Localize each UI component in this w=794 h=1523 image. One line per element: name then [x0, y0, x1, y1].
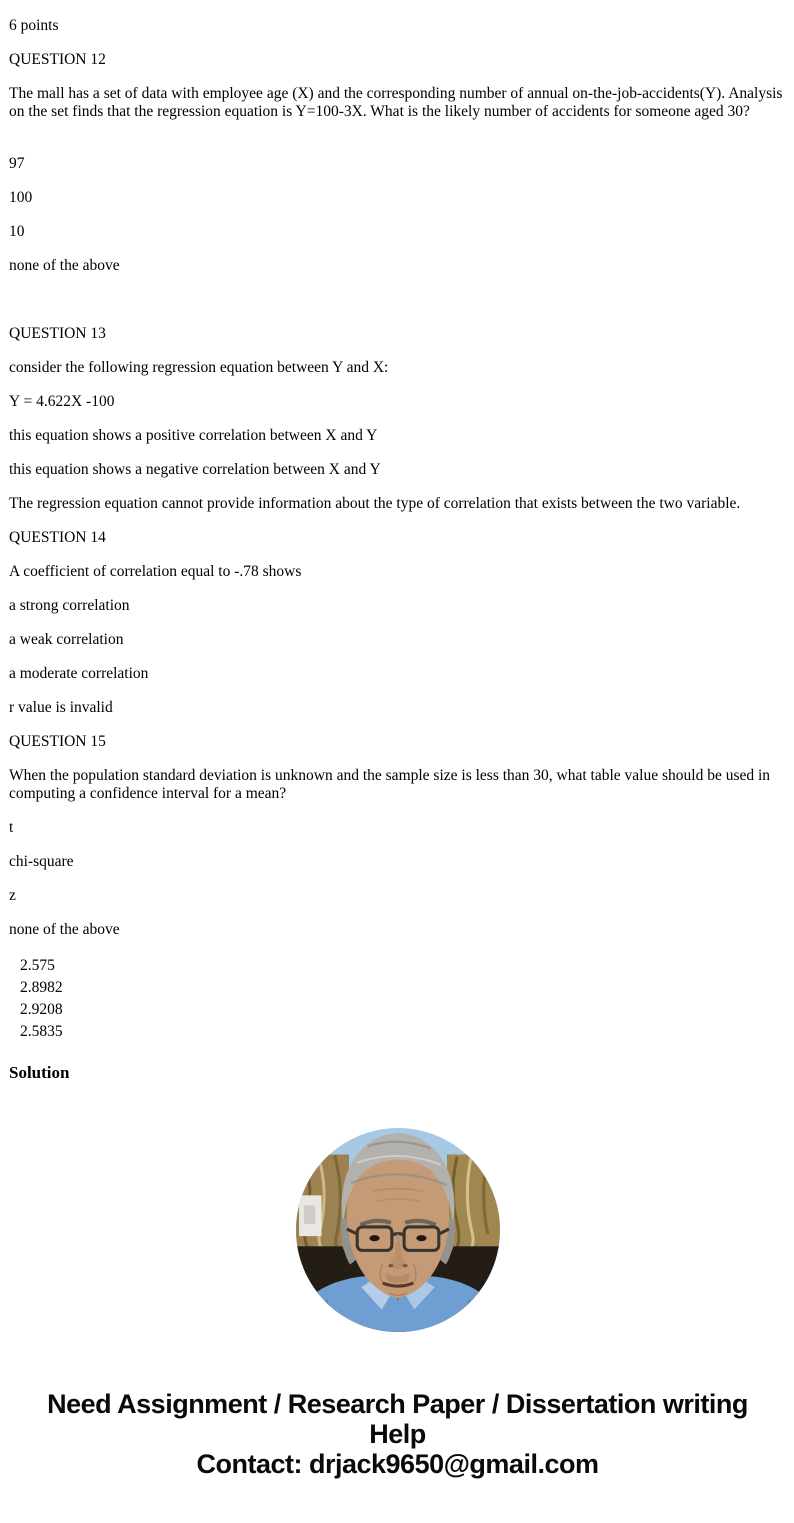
q12-prompt: The mall has a set of data with employee age (X) and the corresponding number of annual on-the-job-accidents(Y). Analysis on the set finds that the regression equation is Y=100-3X. What is the likely number of accidents for someone aged 30?: [9, 85, 783, 120]
q15-option-b: chi-square: [9, 853, 74, 870]
q15-title: QUESTION 15: [9, 733, 106, 750]
q15-option-d: none of the above: [9, 921, 120, 938]
q13-option-c: The regression equation cannot provide information about the type of correlation that exists between the two variable.: [9, 495, 741, 512]
tutor-photo: [296, 1128, 500, 1332]
footer-help-text: Need Assignment / Research Paper / Dissertation writing Help: [47, 1389, 748, 1449]
q14-title: QUESTION 14: [9, 529, 106, 546]
q14-prompt: A coefficient of correlation equal to -.78 shows: [9, 563, 302, 580]
t-table-values-list: [9, 955, 786, 1043]
photo-right-pillar: [446, 1155, 499, 1253]
q14-option-b: a weak correlation: [9, 631, 124, 648]
q12-option-d: none of the above: [9, 257, 120, 274]
q12-option-c: 10: [9, 223, 25, 240]
footer: [9, 1389, 786, 1479]
tutor-photo-container: [9, 1128, 786, 1337]
q13-equation: Y = 4.622X -100: [9, 393, 115, 410]
q13-title: QUESTION 13: [9, 325, 106, 342]
q14-option-d: r value is invalid: [9, 699, 113, 716]
q15-option-c: z: [9, 887, 16, 904]
t-value-1: 2.575: [20, 957, 55, 974]
photo-eye-left: [369, 1235, 379, 1241]
photo-wall-switch-panel: [299, 1195, 321, 1236]
q14-option-a: a strong correlation: [9, 597, 130, 614]
photo-eye-right: [416, 1235, 426, 1241]
q12-option-b: 100: [9, 189, 33, 206]
footer-contact-text: Contact: drjack9650@gmail.com: [196, 1449, 599, 1479]
q14-option-c: a moderate correlation: [9, 665, 149, 682]
q12-option-a: 97: [9, 155, 25, 172]
points-label: 6 points: [9, 17, 59, 34]
t-value-3: 2.9208: [20, 1001, 63, 1018]
q13-option-b: this equation shows a negative correlation between X and Y: [9, 461, 381, 478]
q15-prompt: When the population standard deviation is unknown and the sample size is less than 30, what table value should be used in computing a confidence interval for a mean?: [9, 767, 771, 802]
solution-heading: Solution: [9, 1063, 70, 1082]
t-value-2: 2.8982: [20, 979, 63, 996]
q13-prompt: consider the following regression equation between Y and X:: [9, 359, 389, 376]
q12-title: QUESTION 12: [9, 51, 106, 68]
t-value-4: 2.5835: [20, 1023, 63, 1040]
q15-option-a: t: [9, 819, 14, 836]
q13-option-a: this equation shows a positive correlation between X and Y: [9, 427, 378, 444]
